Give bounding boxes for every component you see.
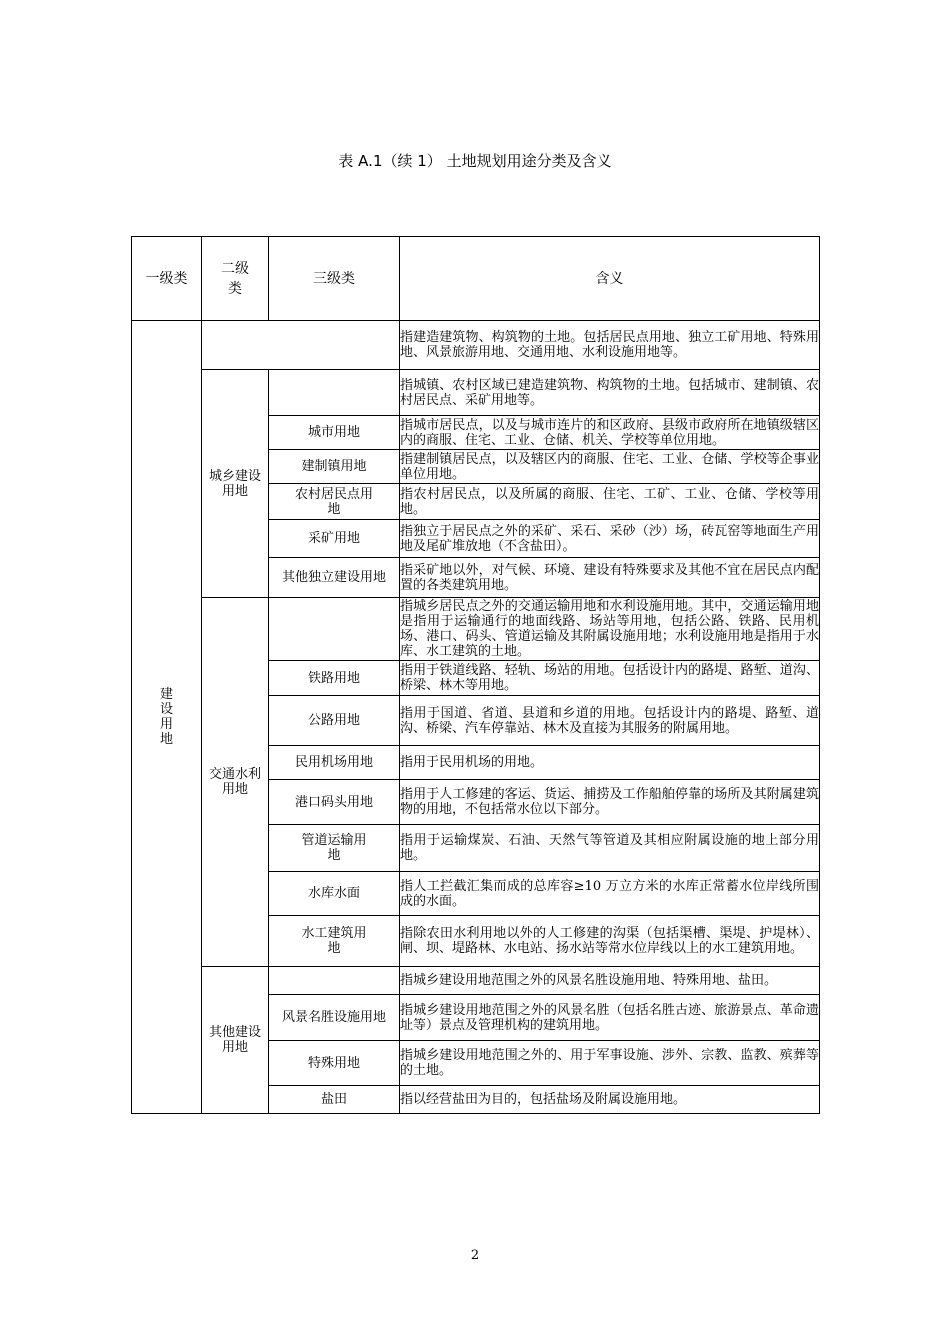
definition-cell: 指用于运输煤炭、石油、天然气等管道及其相应附属设施的地上部分用地。 xyxy=(400,825,820,872)
table-title: 表 A.1（续 1） 土地规划用途分类及含义 xyxy=(338,152,612,170)
level2-cell: 其他建设用地 xyxy=(202,967,269,1114)
header-meaning: 含义 xyxy=(400,237,820,321)
level2-cell: 交通水利用地 xyxy=(202,598,269,967)
definition-cell: 指人工拦截汇集而成的总库容≥10 万立方米的水库正常蓄水位岸线所围成的水面。 xyxy=(400,872,820,916)
definition-cell: 指用于民用机场的用地。 xyxy=(400,746,820,780)
level3-cell: 管道运输用地 xyxy=(269,825,400,872)
definition-cell: 指用于人工修建的客运、货运、捕捞及工作船舶停靠的场所及其附属建筑物的用地，不包括常水位以下部分。 xyxy=(400,780,820,825)
definition-cell: 指建造建筑物、构筑物的土地。包括居民点用地、独立工矿用地、特殊用地、风景旅游用地、交通用地、水利设施用地等。 xyxy=(400,321,820,370)
empty-cell xyxy=(202,321,400,370)
table-row xyxy=(132,598,820,661)
definition-cell: 指城镇、农村区域已建造建筑物、构筑物的土地。包括城市、建制镇、农村居民点、采矿用地等。 xyxy=(400,370,820,416)
land-use-table xyxy=(131,236,820,1114)
header-level2: 二级类 xyxy=(202,237,269,321)
definition-cell: 指以经营盐田为目的，包括盐场及附属设施用地。 xyxy=(400,1086,820,1114)
level2-cell: 城乡建设用地 xyxy=(202,370,269,598)
level3-cell: 建制镇用地 xyxy=(269,450,400,484)
definition-cell: 指采矿地以外，对气候、环境、建设有特殊要求及其他不宜在居民点内配置的各类建筑用地。 xyxy=(400,558,820,598)
level3-cell: 铁路用地 xyxy=(269,661,400,696)
definition-cell: 指独立于居民点之外的采矿、采石、采砂（沙）场，砖瓦窑等地面生产用地及尾矿堆放地（不含盐田）。 xyxy=(400,520,820,558)
empty-cell xyxy=(269,370,400,416)
level3-cell: 采矿用地 xyxy=(269,520,400,558)
level3-cell: 特殊用地 xyxy=(269,1041,400,1086)
definition-cell: 指农村居民点，以及所属的商服、住宅、工矿、工业、仓储、学校等用地。 xyxy=(400,484,820,520)
empty-cell xyxy=(269,967,400,995)
definition-cell: 指用于国道、省道、县道和乡道的用地。包括设计内的路堤、路堑、道沟、桥梁、汽车停靠站、林木及直接为其服务的附属用地。 xyxy=(400,696,820,746)
table-row xyxy=(132,370,820,416)
page-number: 2 xyxy=(470,1248,480,1263)
definition-cell: 指城市居民点，以及与城市连片的和区政府、县级市政府所在地镇级辖区内的商服、住宅、工业、仓储、机关、学校等单位用地。 xyxy=(400,417,819,448)
definition-cell: 指用于铁道线路、轻轨、场站的用地。包括设计内的路堤、路堑、道沟、桥梁、林木等用地。 xyxy=(400,661,820,696)
level3-cell: 水工建筑用地 xyxy=(269,916,400,967)
level3-cell: 公路用地 xyxy=(269,696,400,746)
level3-cell: 水库水面 xyxy=(269,872,400,916)
header-level1: 一级类 xyxy=(132,237,202,321)
table-row xyxy=(132,967,820,995)
table-header-row xyxy=(132,237,820,321)
level3-cell: 其他独立建设用地 xyxy=(269,558,400,598)
definition-cell: 指城乡建设用地范围之外的、用于军事设施、涉外、宗教、监教、殡葬等的土地。 xyxy=(400,1041,820,1086)
level3-cell: 盐田 xyxy=(269,1086,400,1114)
table-row xyxy=(132,321,820,370)
level3-cell: 农村居民点用地 xyxy=(269,484,400,520)
header-level3: 三级类 xyxy=(269,237,400,321)
level1-cell: 建设用地 xyxy=(132,321,202,1114)
level3-cell: 港口码头用地 xyxy=(269,780,400,825)
level3-cell: 民用机场用地 xyxy=(269,746,400,780)
empty-cell xyxy=(269,598,400,661)
level3-cell: 风景名胜设施用地 xyxy=(269,995,400,1041)
level3-cell: 城市用地 xyxy=(269,416,400,450)
definition-cell: 指建制镇居民点，以及辖区内的商服、住宅、工业、仓储、学校等企事业单位用地。 xyxy=(400,451,819,482)
definition-cell: 指城乡建设用地范围之外的风景名胜（包括名胜古迹、旅游景点、革命遗址等）景点及管理机构的建筑用地。 xyxy=(400,995,820,1041)
definition-cell: 指城乡建设用地范围之外的风景名胜设施用地、特殊用地、盐田。 xyxy=(400,967,820,995)
definition-cell: 指城乡居民点之外的交通运输用地和水利设施用地。其中，交通运输用地是指用于运输通行的地面线路、场站等用地，包括公路、铁路、民用机场、港口、码头、管道运输及其附属设施用地；水利设施用地是指用于水库、水工建筑的土地。 xyxy=(400,599,819,659)
definition-cell: 指除农田水利用地以外的人工修建的沟渠（包括渠槽、渠堤、护堤林）、闸、坝、堤路林、水电站、扬水站等常水位岸线以上的水工建筑用地。 xyxy=(400,916,820,967)
